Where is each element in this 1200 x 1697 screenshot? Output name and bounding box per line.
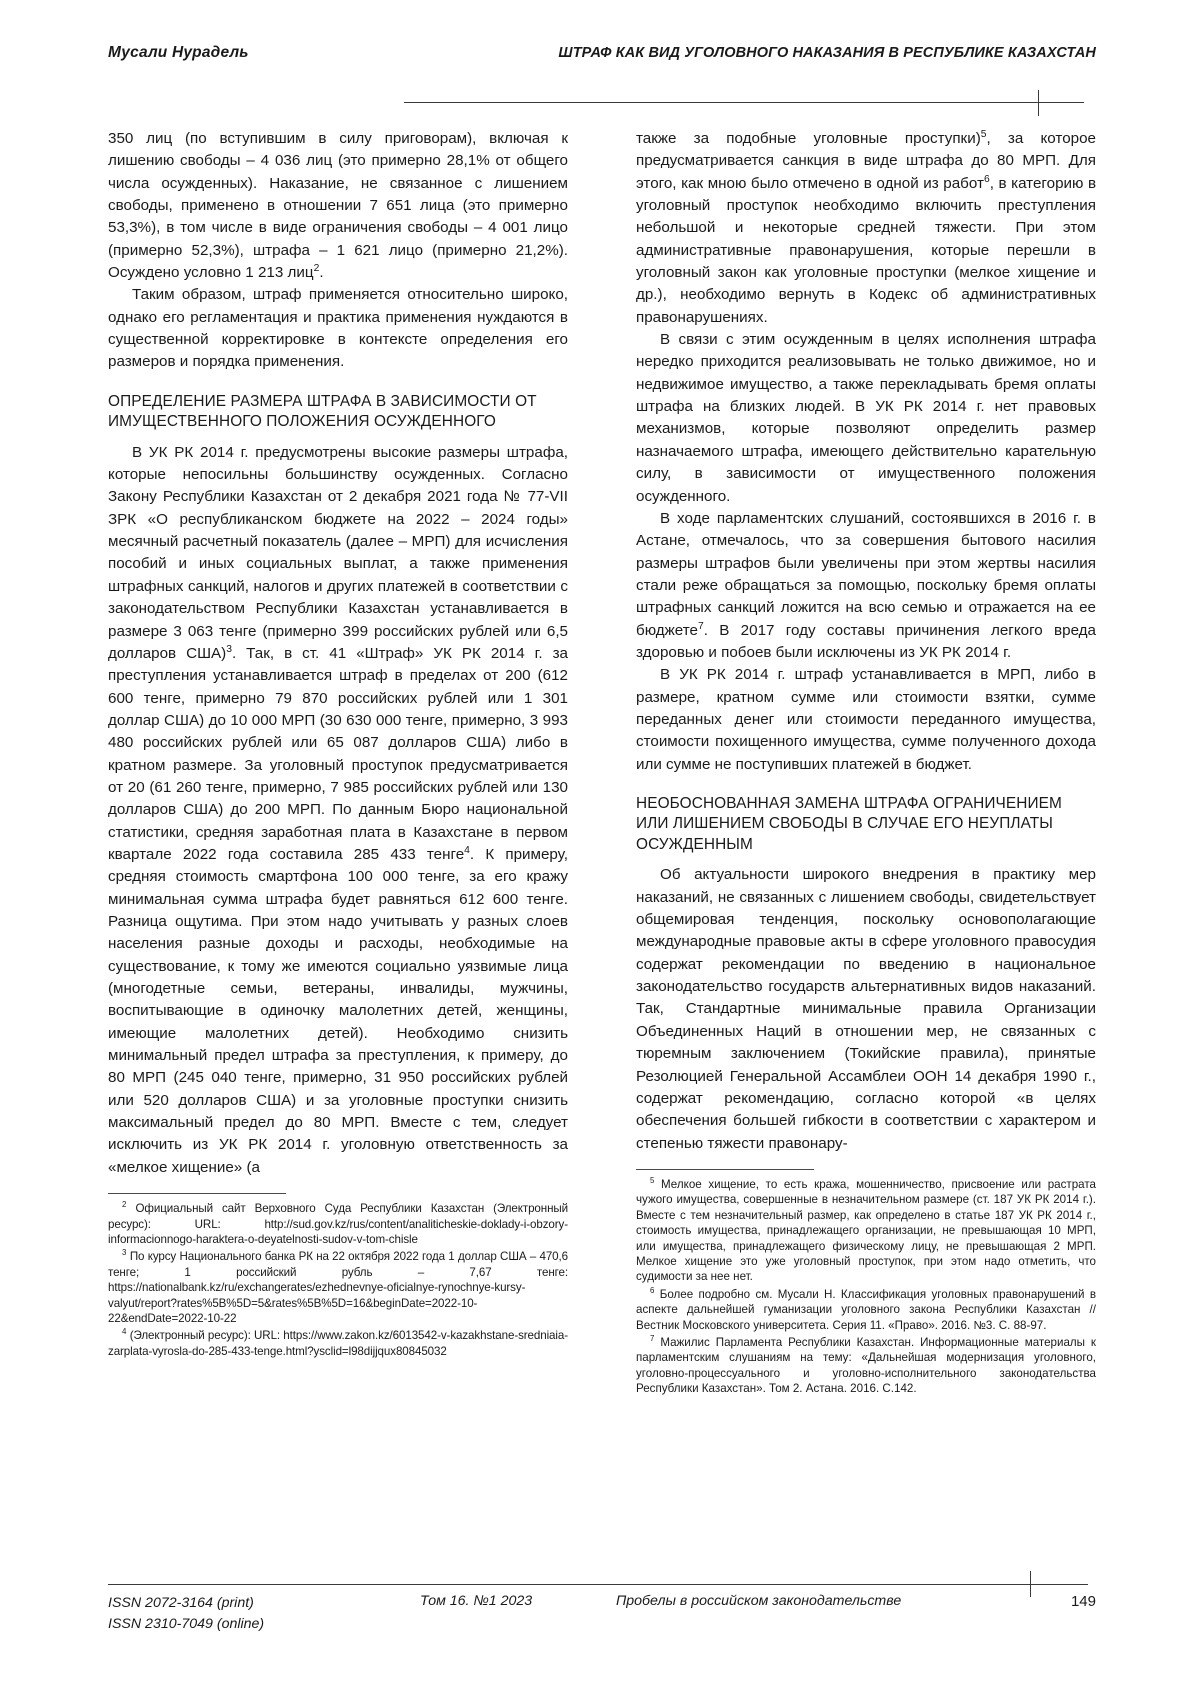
paragraph-text: , в категорию в уголовный проступок необходимо включить преступления небольшой и некоторые средней тяжести. При этом административные правонарушения, которые перешли в уголовный закон как уголовные проступки (мелкое хищение и др.), необходимо вернуть в Кодекс об административных правонарушениях.	[636, 174, 1097, 326]
footnote-marker: 5	[650, 1176, 655, 1186]
footnotes-left	[108, 1201, 568, 1359]
footer-divider	[108, 1584, 1088, 1585]
footnote-ref: 2	[313, 263, 320, 274]
footnotes-right	[636, 1177, 1096, 1397]
footnote-text: Более подробно см. Мусали Н. Классификация уголовных правонарушений в аспекте дальнейшей гуманизации уголовного закона Республики Казахстан // Вестник Московского университета. Серия 11. «Право». 2016. №3. С. 88-97.	[636, 1287, 1096, 1332]
paragraph-text: . К примеру, средняя стоимость смартфона 100 000 тенге, за его кражу минимальная сумма штрафа будет равняться 612 600 тенге. Разница ощутима. При этом надо учитывать у разных слоев населения разные доходы и расходы, необходимые на существование, к тому же имеются социально уязвимые лица (многодетные семьи, ветераны, инвалиды, мужчины, воспитывающие в одиночку малолетних детей, женщины, имеющие малолетних детей). Необходимо снизить минимальный предел штрафа за преступления, к примеру, до 80 МРП (245 040 тенге, примерно, 31 950 российских рублей или 520 долларов США) и за уголовные проступки снизить максимальный предел до 80 МРП. Вместе с тем, следует исключить из УК РК 2014 г. уголовную ответственность за «мелкое хищение» (а	[108, 845, 568, 1176]
footnote-item	[108, 1328, 568, 1359]
footnote-marker: 3	[122, 1248, 127, 1258]
header-author: Мусали Нурадель	[108, 44, 249, 61]
footnote-marker: 7	[650, 1334, 655, 1344]
footnote-text: Мажилис Парламента Республики Казахстан. Информационные материалы к парламентским слушаниям на тему: «Дальнейшая модернизация уголовного, уголовно-процессуального и уголовно-исполнительного законодательства Республики Казахстан». Том 2. Астана. 2016. С.142.	[636, 1335, 1096, 1396]
paragraph-text: , за которое предусматривается санкция в виде штрафа до 80 МРП. Для этого, как мною было отмечено в одной из работ	[636, 130, 1096, 192]
footnote-divider	[108, 1193, 286, 1194]
issn-block	[108, 1593, 264, 1636]
header-divider-tick	[1038, 90, 1039, 116]
section-heading: ОПРЕДЕЛЕНИЕ РАЗМЕРА ШТРАФА В ЗАВИСИМОСТИ ОТ ИМУЩЕСТВЕННОГО ПОЛОЖЕНИЯ ОСУЖДЕННОГО	[108, 392, 537, 431]
paragraph	[636, 128, 1096, 329]
footnote-ref: 3	[226, 643, 232, 655]
body-columns	[108, 128, 1096, 1508]
footnote-item	[636, 1177, 1096, 1285]
footnote-ref: 6	[983, 173, 990, 185]
footnote-item	[108, 1201, 568, 1247]
paragraph-text: . В 2017 году составы причинения легкого вреда здоровью и побоев были исключены из УК РК 2014 г.	[636, 621, 1096, 661]
paragraph	[636, 508, 1096, 664]
footnote-marker: 2	[122, 1200, 127, 1210]
journal-title: Пробелы в российском законодательстве	[616, 1593, 902, 1609]
footnote-text: (Электронный ресурс): URL: https://www.zakon.kz/6013542-v-kazakhstane-sredniaia-zarplata-vyrosla-do-285-433-tenge.html?ysclid=l98dijjqux80845032	[108, 1329, 568, 1358]
footnote-ref: 5	[980, 128, 987, 140]
footnote-text: По курсу Национального банка РК на 22 октября 2022 года 1 доллар США – 470,6 тенге; 1 российский рубль – 7,67 тенге: https://nationalbank.kz/ru/exchangerates/ezhednevnye-oficialnye-rynochnye-kursy-valyut/report?rates%5B%5D=5&rates%5B%5D=16&beginDate=2022-10-22&endDate=2022-10-22	[108, 1250, 568, 1325]
paragraph: Таким образом, штраф применяется относительно широко, однако его регламентация и практика применения нуждаются в существенной корректировке в контексте определения его размеров и порядка применения.	[108, 286, 568, 371]
paragraph-text: . Так, в ст. 41 «Штраф» УК РК 2014 г. за преступления устанавливается штраф в пределах от 200 (612 600 тенге, примерно 79 870 российских рублей или 1 301 доллар США) до 10 000 МРП (30 630 000 тенге, примерно, 3 993 480 российских рублей или 65 087 долларов США) либо в кратном размере. За уголовный проступок предусматривается от 20 (61 260 тенге, примерно, 7 985 российских рублей или 130 долларов США) до 200 МРП. По данным Бюро национальной статистики, средняя заработная плата в Казахстане в первом квартале 2022 года составила 285 433 тенге	[108, 644, 568, 863]
page-footer	[108, 1593, 1096, 1645]
paragraph: В УК РК 2014 г. штраф устанавливается в МРП, либо в размере, кратном сумме или стоимости взятки, сумме переданных денег или стоимости переданного имущества, стоимости похищенного имущества, сумме полученного дохода или сумме не поступивших платежей в бюджет.	[636, 666, 1096, 773]
footnote-ref: 7	[697, 620, 704, 632]
footnote-item	[636, 1335, 1096, 1397]
paragraph	[108, 442, 568, 1179]
footnote-item	[636, 1287, 1096, 1333]
issn-online: ISSN 2310-7049 (online)	[108, 1616, 265, 1633]
paragraph-text: В ходе парламентских слушаний, состоявшихся в 2016 г. в Астане, отмечалось, что за совершения бытового насилия размеры штрафов были увеличены при этом жертвы насилия стали реже обращаться за помощью, поскольку бремя оплаты штрафных санкций ложится на всю семью и отражается на ее бюджете	[636, 509, 1096, 639]
paragraph: Об актуальности широкого внедрения в практику мер наказаний, не связанных с лишением свободы, свидетельствует общемировая тенденция, поскольку основополагающие международные правовые акты в сфере уголовного правосудия содержат рекомендации по введению в национальное законодательство государств альтернативных видов наказаний. Так, Стандартные минимальные правила Организации Объединенных Наций в отношении мер, не связанных с тюремным заключением (Токийские правила), принятые Резолюцией Генеральной Ассамблеи ООН 14 декабря 1990 г., содержат рекомендацию, согласно которой «в целях обеспечения большей гибкости в соответствии с характером и степенью тяжести правонару-	[636, 866, 1096, 1152]
paragraph-text: 350 лиц (по вступившим в силу приговорам), включая к лишению свободы – 4 036 лиц (это примерно 28,1% от общего числа осужденных). Наказание, не связанное с лишением свободы, применено в отношении 7 651 лица (это примерно 53,3%), в том числе в виде ограничения свободы – 4 001 лицо (примерно 52,3%), штрафа – 1 621 лицо (примерно 21,2%). Осуждено условно 1 213 лиц	[108, 130, 568, 282]
page-number: 149	[1070, 1593, 1096, 1610]
paragraph-text-tail: .	[319, 264, 324, 282]
footnote-ref: 4	[464, 844, 470, 856]
footnote-marker: 6	[650, 1285, 655, 1295]
paragraph-text: также за подобные уголовные проступки)	[636, 130, 981, 147]
left-column	[108, 128, 568, 1361]
paragraph-text: В УК РК 2014 г. предусмотрены высокие размеры штрафа, которые непосильны большинству осужденных. Согласно Закону Республики Казахстан от 2 декабря 2021 года № 77-VII ЗРК «О республиканском бюджете на 2022 – 2024 годы» месячный расчетный показатель (далее – МРП) для исчисления пособий и иных социальных выплат, а также применения штрафных санкций, налогов и других платежей в соответствии с законодательством Республики Казахстан устанавливается в размере 3 063 тенге (примерно 399 российских рублей или 6,5 долларов США)	[108, 443, 568, 662]
section-heading: НЕОБОСНОВАННАЯ ЗАМЕНА ШТРАФА ОГРАНИЧЕНИЕМ ИЛИ ЛИШЕНИЕМ СВОБОДЫ В СЛУЧАЕ ЕГО НЕУПЛАТЫ ОСУЖДЕННЫМ	[636, 794, 1062, 853]
header-running-title: ШТРАФ КАК ВИД УГОЛОВНОГО НАКАЗАНИЯ В РЕСПУБЛИКЕ КАЗАХСТАН	[558, 45, 1096, 61]
issn-print: ISSN 2072-3164 (print)	[108, 1595, 254, 1611]
page-header	[108, 44, 1096, 74]
header-divider	[404, 102, 1084, 103]
footnote-divider	[636, 1169, 814, 1170]
paragraph: В связи с этим осужденным в целях исполнения штрафа нередко приходится реализовывать не только движимое, но и недвижимое имущество, а также перекладывать бремя оплаты штрафа на близких людей. В УК РК 2014 г. нет правовых механизмов, которые позволяют определить размер назначаемого штрафа, имеющего действительно карательную силу, в зависимости от имущественного положения осужденного.	[636, 331, 1096, 505]
paragraph	[108, 128, 568, 284]
footnote-item	[108, 1249, 568, 1326]
footnote-text: Мелкое хищение, то есть кража, мошенничество, присвоение или растрата чужого имущества, совершенные в незначительном размере (ст. 187 УК РК 2014 г.). Вместе с тем незначительный размер, как определено в статье 187 УК РК 2014 г., стоимость имущества, принадлежащего организации, не превышающая 10 МРП, или имущества, принадлежащего физическому лицу, не превышающая 2 МРП. Мелкое хищение это уже уголовный проступок, при этом надо отметить, что судимости за нее нет.	[636, 1177, 1096, 1284]
volume-info: Том 16. №1 2023	[420, 1593, 533, 1609]
footnote-marker: 4	[122, 1327, 127, 1337]
right-column	[636, 128, 1096, 1399]
footnote-text: Официальный сайт Верховного Суда Республики Казахстан (Электронный ресурс): URL: http://sud.gov.kz/rus/content/analiticheskie-doklady-i-obzory-informacionnogo-haraktera-o-deyatelnosti-sudov-v-tom-chisle	[108, 1202, 568, 1246]
